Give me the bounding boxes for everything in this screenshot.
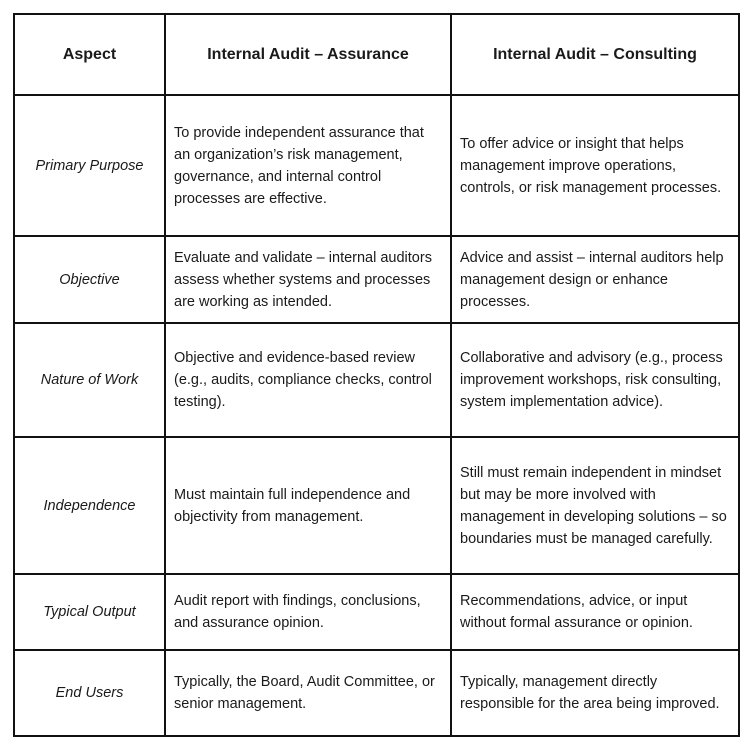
row-aspect: Typical Output (14, 574, 165, 650)
row-assurance: Evaluate and validate – internal auditors assess whether systems and processes are working as intended. (165, 236, 451, 323)
row-aspect: Primary Purpose (14, 95, 165, 236)
row-aspect: Nature of Work (14, 323, 165, 437)
table-header-row (14, 14, 739, 95)
table-row (14, 323, 739, 437)
row-consulting: Still must remain independent in mindset but may be more involved with management in developing solutions – so boundaries must be managed carefully. (451, 437, 739, 574)
row-assurance: Audit report with findings, conclusions, and assurance opinion. (165, 574, 451, 650)
row-assurance: Typically, the Board, Audit Committee, or senior management. (165, 650, 451, 736)
header-consulting: Internal Audit – Consulting (451, 14, 739, 95)
table-row (14, 650, 739, 736)
row-assurance: Objective and evidence-based review (e.g., audits, compliance checks, control testing). (165, 323, 451, 437)
row-consulting: Recommendations, advice, or input without formal assurance or opinion. (451, 574, 739, 650)
header-assurance: Internal Audit – Assurance (165, 14, 451, 95)
table-row (14, 236, 739, 323)
row-consulting: Typically, management directly responsible for the area being improved. (451, 650, 739, 736)
row-consulting: Collaborative and advisory (e.g., process improvement workshops, risk consulting, system implementation advice). (451, 323, 739, 437)
row-assurance: Must maintain full independence and objectivity from management. (165, 437, 451, 574)
row-aspect: End Users (14, 650, 165, 736)
row-assurance: To provide independent assurance that an organization’s risk management, governance, and internal control processes are effective. (165, 95, 451, 236)
row-aspect: Objective (14, 236, 165, 323)
comparison-table (13, 13, 740, 737)
table-row (14, 574, 739, 650)
row-aspect: Independence (14, 437, 165, 574)
table-row (14, 437, 739, 574)
header-aspect: Aspect (14, 14, 165, 95)
table-row (14, 95, 739, 236)
row-consulting: To offer advice or insight that helps management improve operations, controls, or risk management processes. (451, 95, 739, 236)
row-consulting: Advice and assist – internal auditors help management design or enhance processes. (451, 236, 739, 323)
